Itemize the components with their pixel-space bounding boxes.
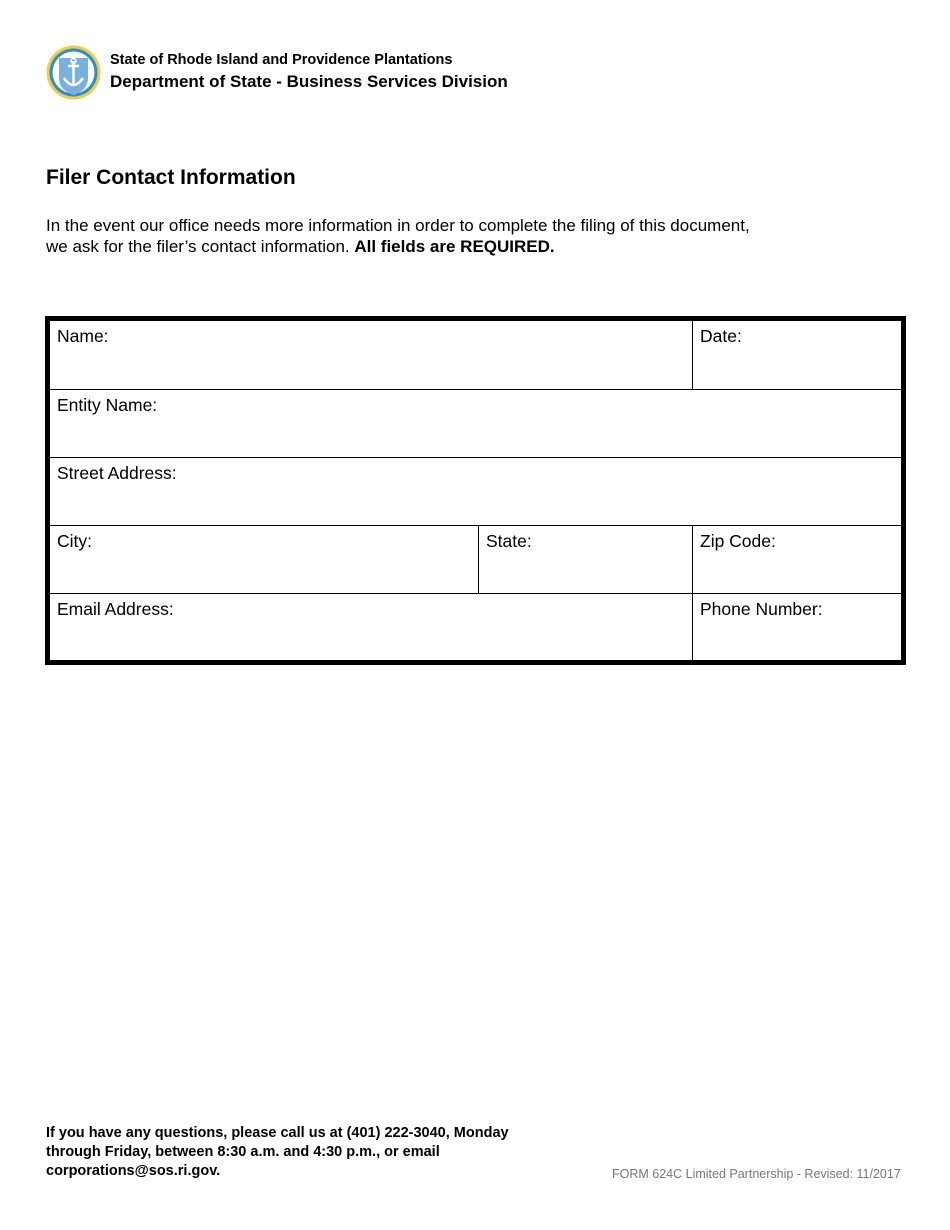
phone-field[interactable] xyxy=(692,593,902,661)
division-name: Department of State - Business Services Division xyxy=(110,72,508,91)
state-label: State: xyxy=(486,531,532,551)
intro-body: In the event our office needs more information in order to complete the filing of this document, we ask for the filer’s contact information. xyxy=(46,216,750,256)
email-field[interactable] xyxy=(49,593,693,661)
page-title: Filer Contact Information xyxy=(46,166,296,189)
street-address-label: Street Address: xyxy=(57,463,177,483)
city-field[interactable] xyxy=(49,525,479,594)
state-seal-logo xyxy=(45,44,102,101)
entity-name-label: Entity Name: xyxy=(57,395,158,415)
state-field[interactable] xyxy=(478,525,693,594)
required-notice: All fields are REQUIRED. xyxy=(354,237,555,256)
name-field[interactable] xyxy=(49,320,692,390)
contact-form-table xyxy=(45,316,906,665)
date-field[interactable] xyxy=(692,320,902,390)
zip-code-field[interactable] xyxy=(692,525,902,594)
street-address-field[interactable] xyxy=(49,457,902,526)
email-label: Email Address: xyxy=(57,599,174,619)
contact-footer: If you have any questions, please call us at (401) 222-3040, Monday through Friday, between 8:30 a.m. and 4:30 p.m., or email corporations@sos.ri.gov. xyxy=(46,1125,509,1179)
intro-text xyxy=(46,215,766,257)
city-label: City: xyxy=(57,531,92,551)
name-label: Name: xyxy=(57,326,109,346)
entity-name-field[interactable] xyxy=(49,389,902,458)
state-name: State of Rhode Island and Providence Plantations xyxy=(110,52,453,68)
phone-label: Phone Number: xyxy=(700,599,823,619)
zip-code-label: Zip Code: xyxy=(700,531,776,551)
date-label: Date: xyxy=(700,326,742,346)
form-revision: FORM 624C Limited Partnership - Revised: 11/2017 xyxy=(612,1167,901,1181)
